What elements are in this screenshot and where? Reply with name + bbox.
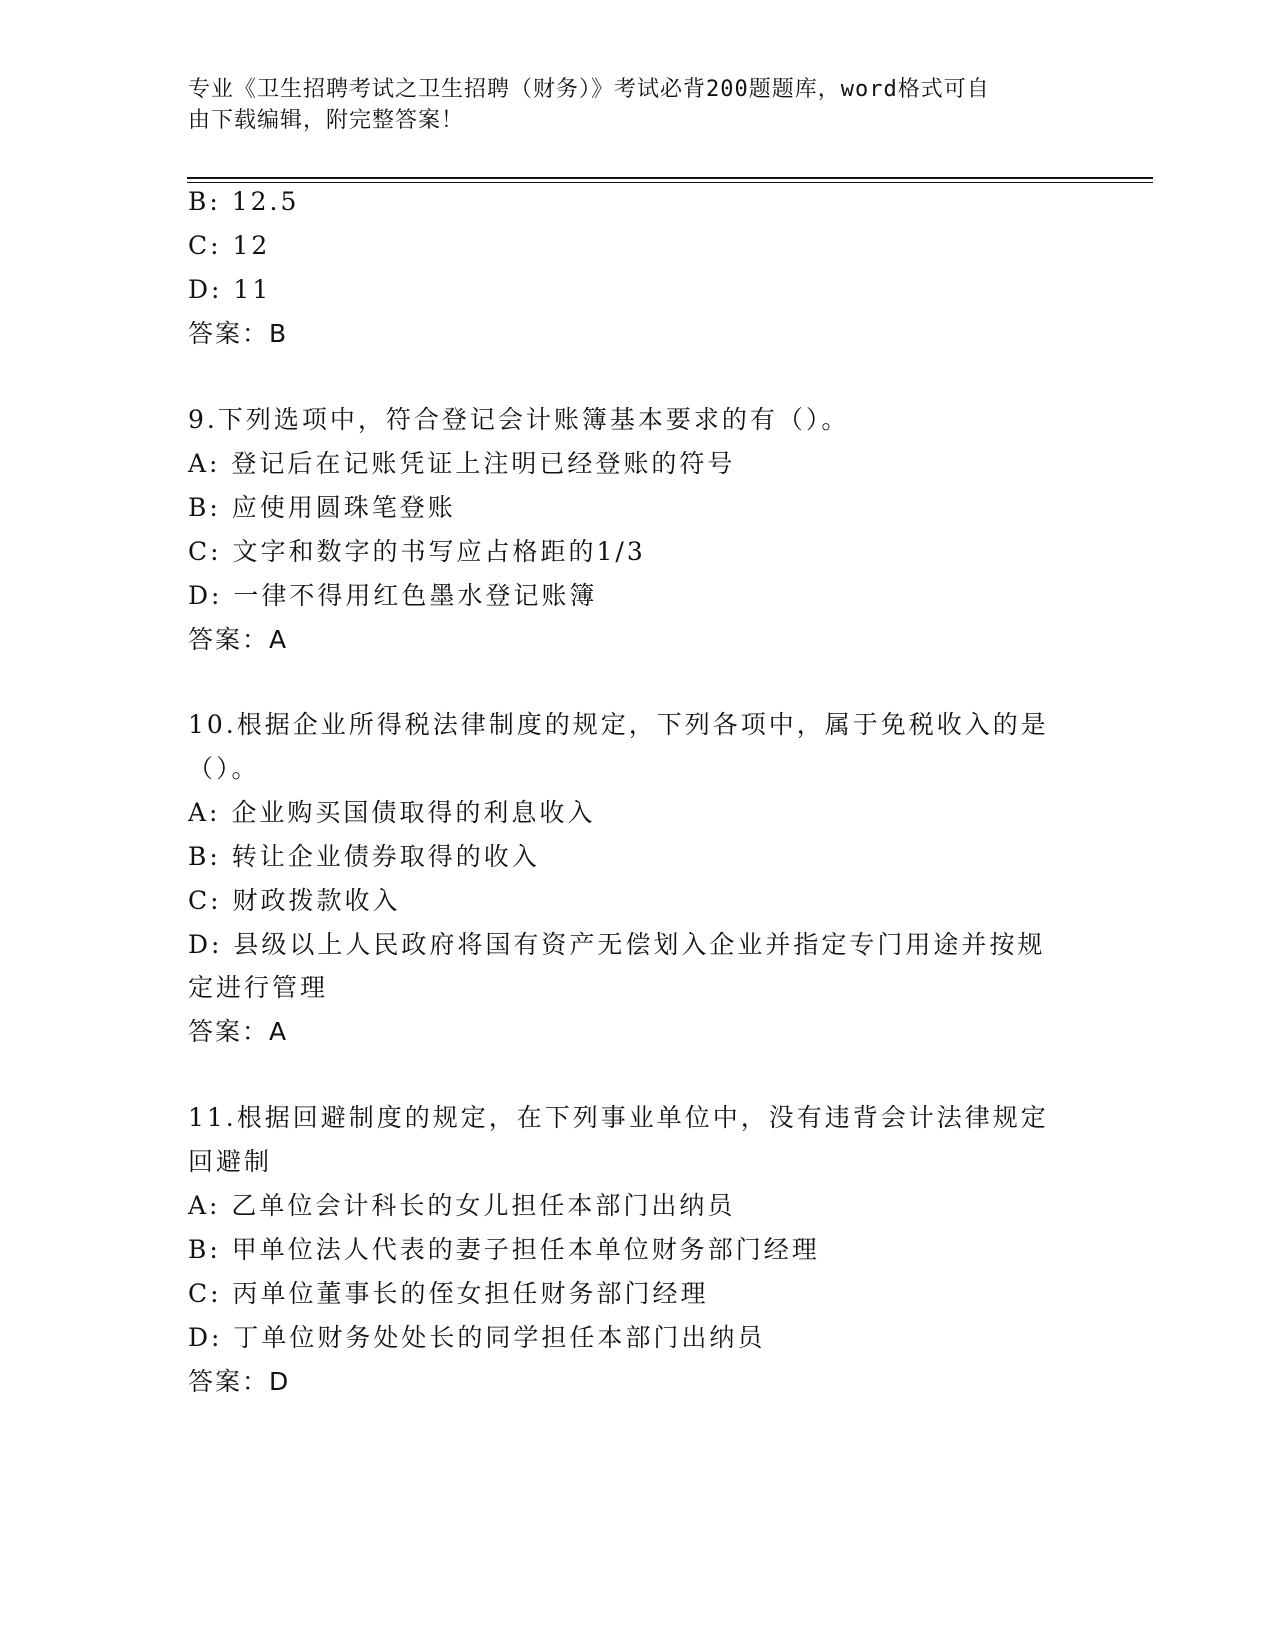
- q11-option-b: B: 甲单位法人代表的妻子担任本单位财务部门经理: [188, 1235, 820, 1264]
- prev-option-c: C: 12: [188, 231, 271, 260]
- q11-stem-line-2: 回避制: [188, 1147, 273, 1176]
- q9-option-c: C: 文字和数字的书写应占格距的1/3: [188, 537, 646, 566]
- q10-option-d-line-2: 定进行管理: [188, 973, 329, 1002]
- q10-stem-line-1: 10.根据企业所得税法律制度的规定，下列各项中，属于免税收入的是: [188, 710, 1049, 739]
- prev-option-b: B: 12.5: [188, 187, 300, 216]
- prev-option-d: D: 11: [188, 275, 272, 304]
- q10-option-b: B: 转让企业债券取得的收入: [188, 842, 540, 871]
- prev-answer: 答案：B: [188, 319, 289, 348]
- q10-option-c: C: 财政拨款收入: [188, 886, 401, 915]
- q10-option-a: A: 企业购买国债取得的利息收入: [188, 798, 596, 827]
- header-line-2: 由下载编辑，附完整答案！: [188, 108, 465, 133]
- header-line-1: 专业《卫生招聘考试之卫生招聘（财务）》考试必背200题题库，word格式可自: [188, 77, 990, 102]
- q10-option-d-line-1: D: 县级以上人民政府将国有资产无偿划入企业并指定专门用途并按规: [188, 930, 1046, 959]
- q11-stem-line-1: 11.根据回避制度的规定，在下列事业单位中，没有违背会计法律规定: [188, 1103, 1049, 1132]
- q9-answer: 答案：A: [188, 625, 289, 654]
- q9-option-d: D: 一律不得用红色墨水登记账簿: [188, 581, 598, 610]
- document-header: [188, 74, 1068, 136]
- q9-stem: 9.下列选项中，符合登记会计账簿基本要求的有（）。: [188, 405, 850, 434]
- q11-option-c: C: 丙单位董事长的侄女担任财务部门经理: [188, 1279, 709, 1308]
- header-rule-thick: [187, 177, 1153, 179]
- q9-option-b: B: 应使用圆珠笔登账: [188, 493, 456, 522]
- q10-stem-line-2: （）。: [188, 754, 260, 783]
- q9-option-a: A: 登记后在记账凭证上注明已经登账的符号: [188, 449, 736, 478]
- q10-answer: 答案：A: [188, 1017, 289, 1046]
- q11-option-a: A: 乙单位会计科长的女儿担任本部门出纳员: [188, 1191, 736, 1220]
- q11-answer: 答案：D: [188, 1367, 291, 1396]
- q11-option-d: D: 丁单位财务处处长的同学担任本部门出纳员: [188, 1323, 766, 1352]
